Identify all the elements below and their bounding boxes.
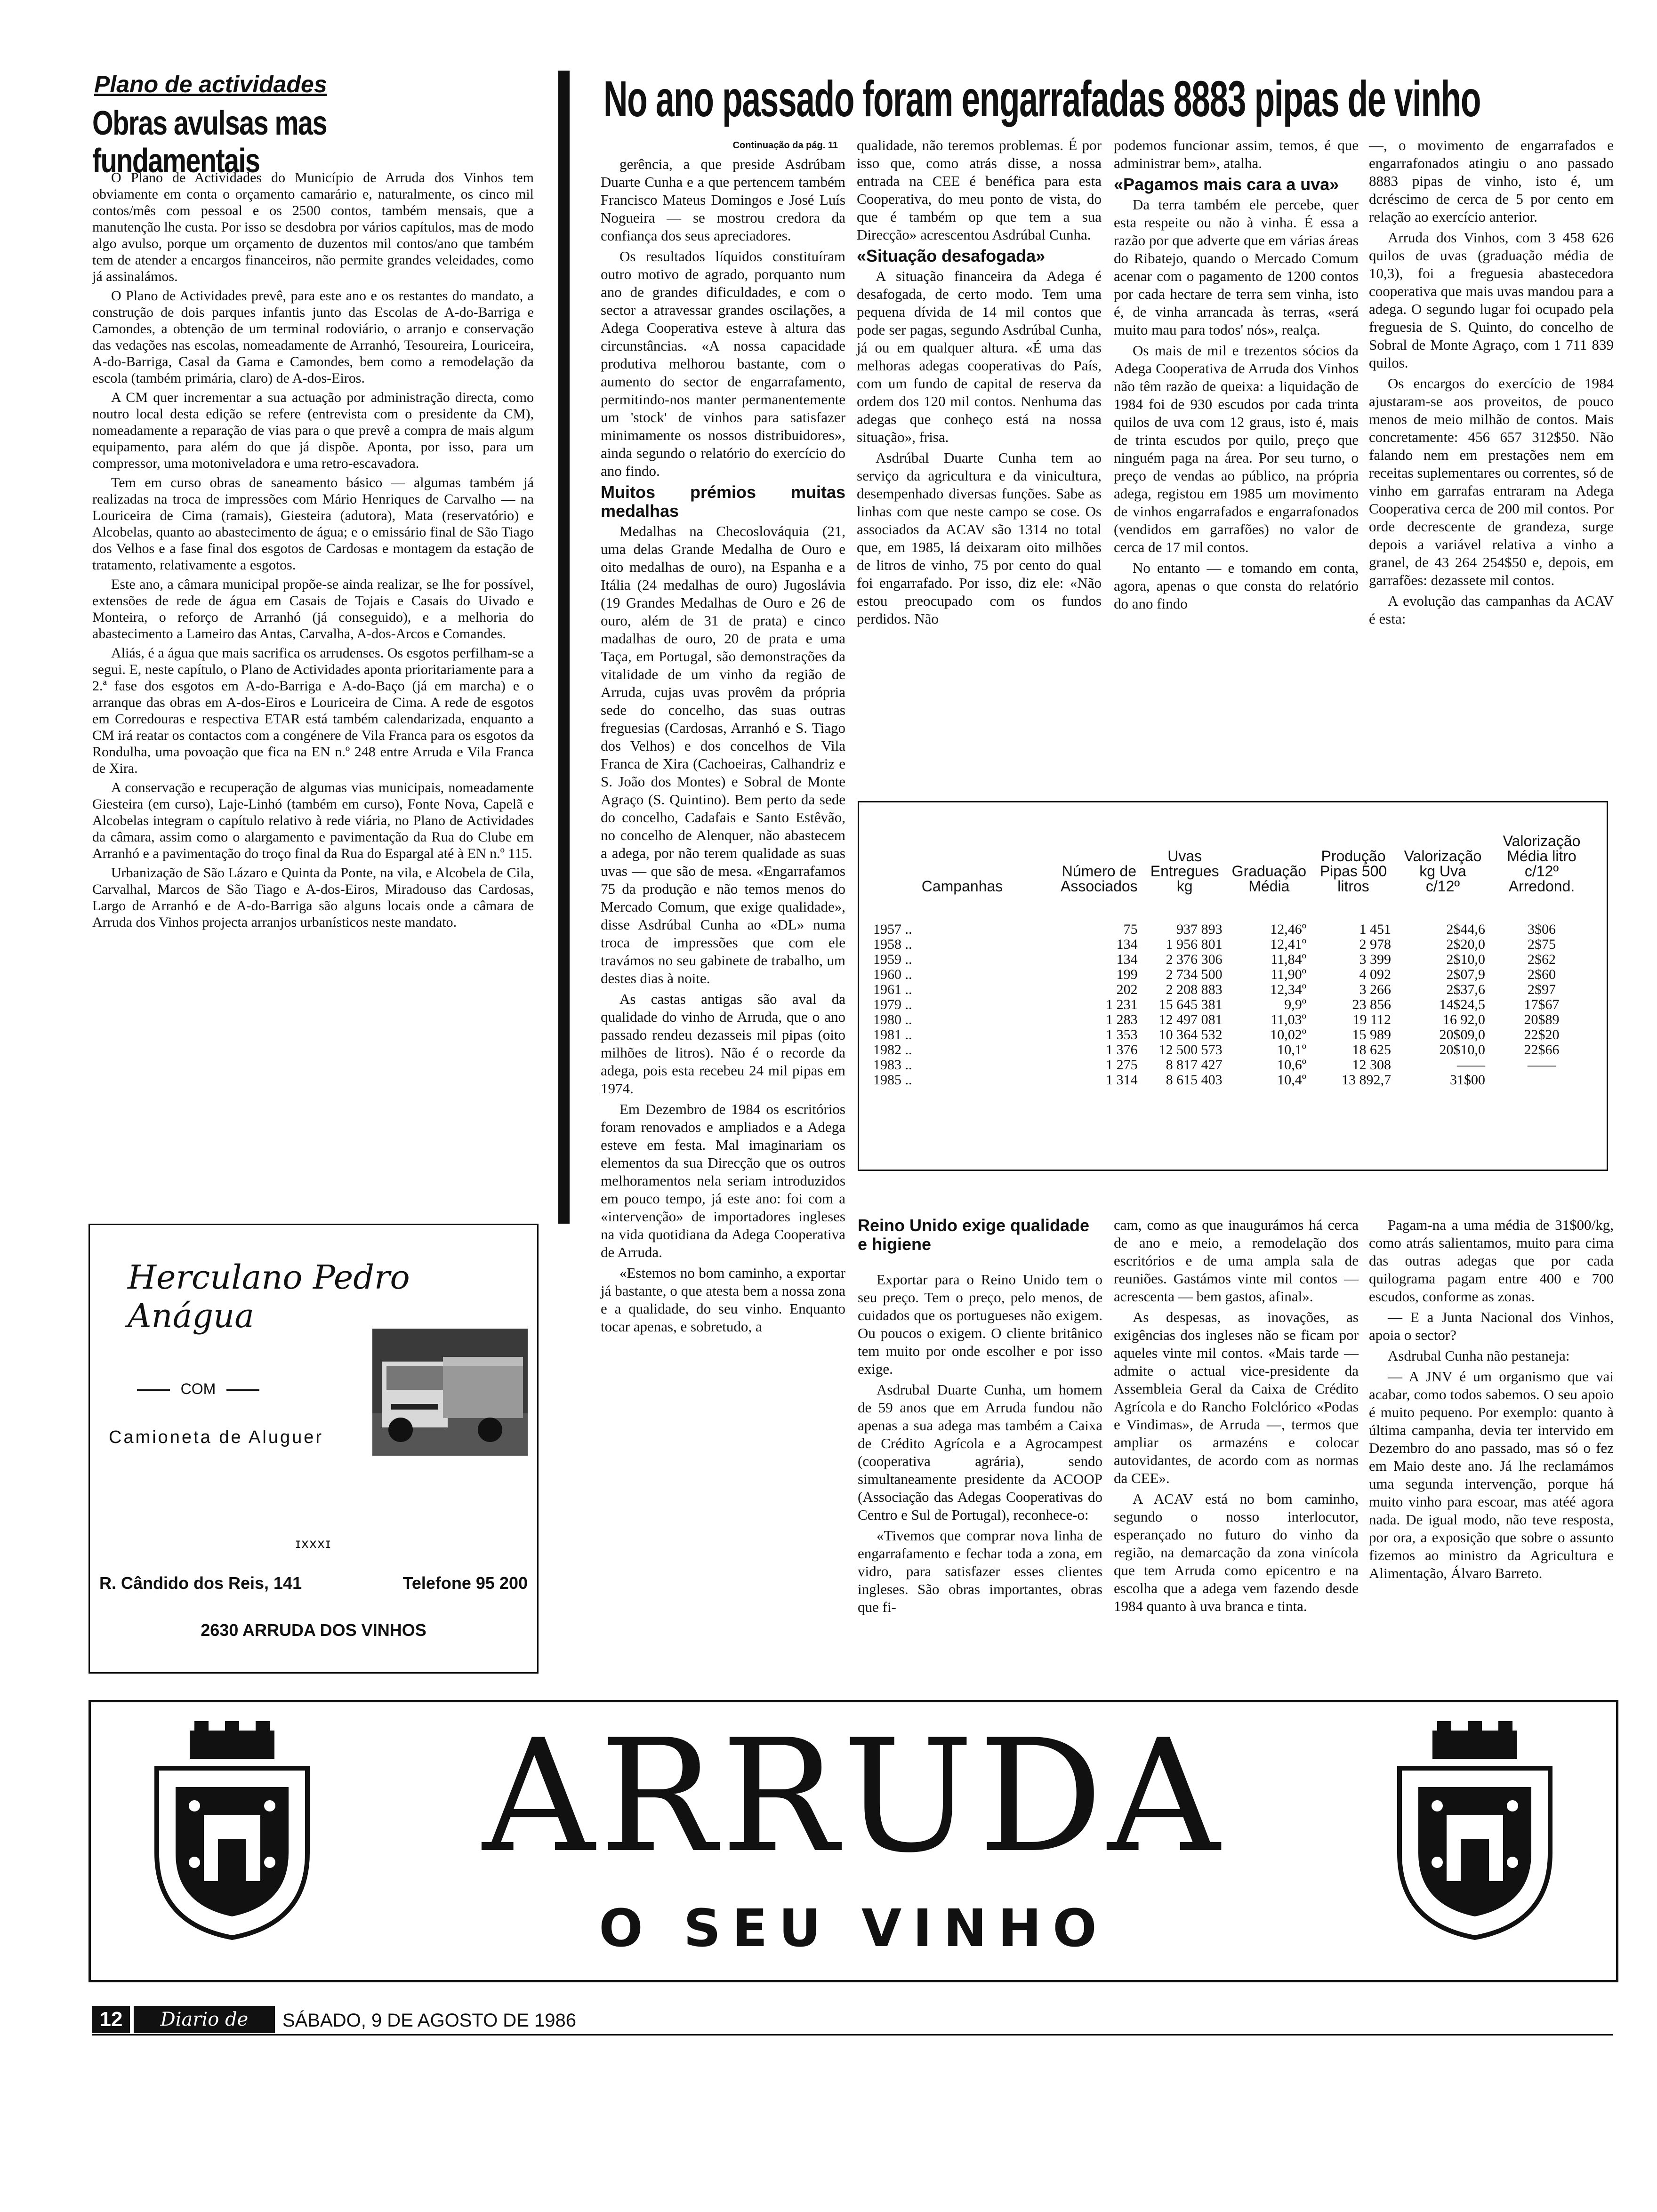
table-cell: 12 497 081: [1158, 1012, 1223, 1027]
table-cell: 2 208 883: [1166, 982, 1223, 997]
table-cell: 10 364 532: [1158, 1027, 1223, 1042]
banner-subtitle: O SEU VINHO: [599, 1898, 1108, 1958]
paragraph: O Plano de Actividades prevê, para este ano e os restantes do mandato, a construção de dois parques infantis junto das Escolas de A-do-Barriga e Camondes, a obtenção de um terminal rodoviário, o arranjo e conservação das vedações nas escolas, nomeadamente de Arranhó, Tesoureira, Louriceira, A-do-Barriga, Casal da Gama e Camondes, bem como a remodelação da escola (também primária, claro) de A-dos-Eiros.: [92, 288, 534, 386]
table-cell: 1960 ..: [873, 967, 912, 982]
table-header: Valorização kg Uva c/12º: [1404, 848, 1482, 895]
table-cell: 2$20,0: [1446, 937, 1485, 952]
lower-col-3: [1369, 1216, 1614, 1585]
table-cell: 2 734 500: [1166, 967, 1223, 982]
paragraph: As castas antigas são aval da qualidade do vinho de Arruda, que o ano passado rendeu dezasseis mil pipas (oito milhões de litros). Não é o recorde da adega, pois esta recebeu 24 mil pipas em 1974.: [601, 991, 845, 1097]
paragraph: A evolução das campanhas da ACAV é esta:: [1369, 593, 1614, 627]
table-row: [869, 922, 1593, 937]
table-cell: [1490, 1073, 1593, 1088]
paragraph: Aliás, é a água que mais sacrifica os arrudenses. Os esgotos perfilham-se a segui. E, neste capítulo, o Plano de Actividades aponta prioritariamente para a 2.ª fase dos esgotos em A-do-Barriga e A-do-Baço (já em marcha) e o arranque das obras em A-dos-Eiros e Louriceira de Cima. A rede de esgotos em Corredouras e respectiva ETAR está também calendarizada, enquanto a CM irá reatar os contactos com a congénere de Vila Franca para os esgotos da Rondulha, uma povoação que fica na EN n.º 248 entre Arruda e Vila Franca de Xira.: [92, 645, 534, 776]
paragraph: podemos funcionar assim, temos, é que administrar bem», atalha.: [1114, 137, 1359, 171]
banner-title: ARRUDA: [482, 1706, 1225, 1887]
footer-paper-name: Diario de Lisboa: [134, 2006, 275, 2033]
paragraph: As despesas, as inovações, as exigências dos ingleses não se ficam por aqueles vinte mil contos. «Mais tarde — admite o actual vice-presidente da Assembleia Geral da Caixa de Crédito Agrícola e do Rancho Folclórico «Podas e Vindimas», de Arruda —, termos que ampliar os armazéns e colocar autovidantes, de acordo com as normas da CEE».: [1114, 1309, 1359, 1486]
table-cell: 3 266: [1359, 982, 1391, 997]
table-cell: 2$60: [1528, 967, 1556, 982]
paragraph: — E a Junta Nacional dos Vinhos, apoia o sector?: [1369, 1309, 1614, 1343]
coat-of-arms-icon: [1390, 1721, 1560, 1942]
paragraph: —, o movimento de engarrafados e engarrafonados atingiu o ano passado 8883 pipas de vinho, isto é, um dcréscimo de cerca de 5 por cento em relação ao exercício anterior.: [1369, 137, 1614, 225]
table-cell: ——: [1457, 1057, 1485, 1073]
table-cell: 11,03º: [1271, 1012, 1306, 1027]
table-cell: 10,6º: [1277, 1057, 1306, 1073]
paragraph: Exportar para o Reino Unido tem o seu preço. Tem o preço, pelo menos, de cuidados que os portugueses não exigem. Ou poucos o exigem. O cliente britânico tem muito por onde escolher e por isso exige.: [858, 1271, 1102, 1377]
plano-title: Obras avulsas mas fundamentais: [92, 104, 327, 180]
table-cell: 31$00: [1450, 1072, 1485, 1088]
paragraph: Em Dezembro de 1984 os escritórios foram renovados e ampliados e a Adega esteve em festa. Mal imaginariam os elementos da sua Direcção que os outros melhoramentos nela seriam introduzidos em pouco tempo, já este ano: foi com a «intervenção» de importadores ingleses na vida quotidiana da Adega Cooperativa de Arruda.: [601, 1101, 845, 1260]
ad-signature: Herculano Pedro Anágua: [128, 1258, 410, 1335]
paragraph: cam, como as que inaugurámos há cerca de ano e meio, a remodelação dos escritórios e de uma ampla sala de reuniões. Gastámos vinte mil contos — acrescenta — bem gastos, afinal».: [1114, 1217, 1359, 1305]
table-cell: 12,41º: [1270, 937, 1306, 952]
table-cell: 3$06: [1528, 922, 1556, 937]
table-cell: 1980 ..: [873, 1012, 912, 1027]
table-cell: 1 353: [1106, 1027, 1138, 1042]
table-cell: 1 283: [1106, 1012, 1138, 1027]
table-row: [869, 937, 1593, 952]
table-cell: 937 893: [1176, 922, 1223, 937]
paragraph: Os mais de mil e trezentos sócios da Adega Cooperativa de Arruda dos Vinhos não têm razão de queixa: a liquidação de 1984 foi de 930 escudos por cada trinta quilos de uva com 12 graus, isto é, mais de trinta escudos por quilo, preço que ninguém paga na área. Por seu turno, o preço de vendas ao público, na própria adega, registou em 1985 um movimento de vinhos engarrafados e engarrafonados (vendidos em garrafões) no valor de cerca de 17 mil contos.: [1114, 342, 1359, 555]
paragraph: Medalhas na Checoslováquia (21, uma delas Grande Medalha de Ouro e oito medalhas de ouro), na Espanha e a Itália (24 medalhas de ouro) Jugoslávia (19 Grandes Medalhas de Ouro e 26 de ouro, além de 31 de prata) e cinco madalhas de ouro, 20 de prata e uma Taça, em Portugal, são demonstrações da vitalidade de um vinho da região de Arruda, cujas uvas provêm da própria sede do concelho, das suas outras freguesias (Cardosas, Arranhó e S. Tiago dos Velhos) e dos concelhos de Vila Franca de Xira (Cachoeiras, Calhandriz e S. João dos Montes) e Sobral de Monte Agraço (S. Quintino). Bem perto da sede do concelho, Cadafais e Santo Estêvão, no concelho de Alenquer, não abastecem a adega, por não terem qualidade as suas uvas — que são de mesa. «Engarrafamos 75 da produção e não temos menos do Mercado Comum, que exige qualidade», disse Asdrúbal Cunha ao «DL» numa troca de impressões que com ele travámos no seu gabinete de trabalho, um destes dias à noite.: [601, 523, 845, 986]
table-cell: 2 978: [1359, 937, 1391, 952]
table-cell: 1 376: [1106, 1042, 1138, 1058]
table-cell: 134: [1116, 937, 1138, 952]
table-header: Valorização Média litro c/12º Arredond.: [1503, 833, 1581, 895]
table-cell: 1 314: [1106, 1072, 1138, 1088]
paragraph: Asdrubal Duarte Cunha, um homem de 59 anos que em Arruda fundou não apenas a sua adega mas também a Caixa de Crédito Agrícola e a Agrocampest (cooperativa agrária), sendo simultaneamente presidente da ACOOP (Associação das Adegas Cooperativas do Centro e Sul de Portugal), reconhece-o:: [858, 1381, 1102, 1523]
table-cell: 13 892,7: [1342, 1072, 1391, 1088]
truck-icon: [372, 1329, 528, 1456]
table-header-row: [869, 834, 1593, 894]
table-cell: 4 092: [1359, 967, 1391, 982]
table-header: Graduação Média: [1231, 863, 1306, 895]
ad-service: Camioneta de Aluguer: [109, 1427, 324, 1447]
main-headline: No ano passado foram engarrafadas 8883 pipas de vinho: [603, 70, 1481, 127]
table-cell: 12 500 573: [1158, 1042, 1223, 1058]
table-cell: 8 615 403: [1166, 1072, 1223, 1088]
paragraph: Pagam-na a uma média de 31$00/kg, como atrás salientamos, muito para cima das outras adegas que por cada quilograma pagam entre 400 e 700 escudos, conforme as zonas.: [1369, 1217, 1614, 1305]
continuation-note: Continuação da pág. 11: [732, 140, 838, 151]
table-cell: 1983 ..: [873, 1057, 912, 1073]
table-cell: 1 231: [1106, 997, 1138, 1012]
table-cell: 10,4º: [1277, 1072, 1306, 1088]
table-row: [869, 1058, 1593, 1073]
main-col-2: [857, 136, 1102, 631]
table-cell: 18 625: [1352, 1042, 1391, 1058]
table-row: [869, 967, 1593, 982]
paragraph: A CM quer incrementar a sua actuação por administração directa, como noutro local desta edição se refere (entrevista com o presidente da CM), nomeadamente a reparação de vias para o que prevê a compra de mais algum equipamento, para além do que já dispõe. Aponta, por isso, para um compressor, uma motoniveladora e uma retro-escavadora.: [92, 390, 534, 471]
table-cell: 20$10,0: [1439, 1042, 1485, 1058]
table-row: [869, 1042, 1593, 1058]
table-row: [869, 1012, 1593, 1027]
paragraph: Arruda dos Vinhos, com 3 458 626 quilos de uvas (graduação média de 10,3), foi a freguesia abastecedora cooperativa que mais uvas mandou para a adega. O segundo lugar foi ocupado pela freguesia de S. Quinto, do concelho de Sobral de Monte Agraço, com 1 711 839 quilos.: [1369, 229, 1614, 371]
table-cell: 1 451: [1359, 922, 1391, 937]
paragraph: A ACAV está no bom caminho, segundo o nosso interlocutor, esperançado no futuro do vinho da região, na demarcação da zona vinícola que tem Arruda como epicentro e na escolha que a adega vem fazendo desde 1984 quanto à uva branca e tinta.: [1114, 1491, 1359, 1614]
table-cell: 1985 ..: [873, 1072, 912, 1088]
paragraph: — A JNV é um organismo que vai acabar, como todos sabemos. O seu apoio é muito pequeno. Por exemplo: quanto à última campanha, devia ter intervido em Dezembro do ano passado, mas só o fez em Maio deste ano. Já lhe reclamámos uma segunda intervenção, porque há muito vinho para escoar, mas atéé agora nada. De igual modo, não teve resposta, por ora, a exposição que sobre o assunto fizemos ao ministro da Agricultura e Alimentação, Álvaro Barreto.: [1369, 1368, 1614, 1581]
coat-of-arms-icon: [147, 1721, 317, 1942]
footer-date: SÁBADO, 9 DE AGOSTO DE 1986: [282, 2010, 576, 2031]
main-col-4: [1369, 136, 1614, 631]
table-cell: 134: [1116, 952, 1138, 967]
table-row: [869, 997, 1593, 1012]
paragraph: O Plano de Actividades do Município de Arruda dos Vinhos tem obviamente em conta o orçamento camarário e, naturalmente, os cinco mil contos/mês com pessoal e os 2500 contos, também mensais, que a manutenção lhe custa. Por isso se desdobra por vários capítulos, mas de modo algo avulso, porque um orçamento de duzentos mil contos/ano que também tem de atender a encargos financeiros, não permite grandes veleidades, como já assinalámos.: [92, 170, 534, 284]
paragraph: Urbanização de São Lázaro e Quinta da Ponte, na vila, e Alcobela de Cila, Carvalhal, Marcos de São Tiago e A-dos-Eiros, Miradouso das Cardosas, Largo de Arranhó e de A-do-Barriga são alguns locais onde a câmara de Arruda dos Vinhos projecta arranjos urbanísticos neste mandato.: [92, 865, 534, 930]
ad-address: R. Cândido dos Reis, 141: [99, 1573, 302, 1593]
table-cell: 23 856: [1352, 997, 1391, 1012]
table-cell: 2$07,9: [1446, 967, 1485, 982]
paragraph: Este ano, a câmara municipal propõe-se ainda realizar, se lhe for possível, extensões de rede de água em Casais de Tojais e Casais do Uivado e Monteira, o reforço de Arranhó (já conseguido), e a melhoria do abastecimento a Lameiro das Antas, Carvalha, A-dos-Arcos e Comandes.: [92, 577, 534, 641]
table-cell: 202: [1116, 982, 1138, 997]
footer-rule: [92, 2034, 1613, 2036]
plano-article-body: [92, 169, 534, 933]
table-cell: 8 817 427: [1166, 1057, 1223, 1073]
table-cell: 2$62: [1528, 952, 1556, 967]
ad-city: 2630 ARRUDA DOS VINHOS: [201, 1620, 426, 1640]
table-cell: 14$24,5: [1439, 997, 1485, 1012]
main-col-3: [1114, 136, 1359, 616]
table-cell: 1979 ..: [873, 997, 912, 1012]
arruda-banner: [88, 1700, 1618, 1982]
paragraph: A conservação e recuperação de algumas vias municipais, nomeadamente Giesteira (em curso), Laje-Linhó (também em curso), Fonte Nova, Capelã e Alcobelas integram o capítulo relativo à rede viária, no Plano de Actividades da câmara, assim como o alargamento e pavimentação da Rua do Clube em Arranhó e a pavimentação do troço final da Rua do Espargal até à EN n.º 115.: [92, 780, 534, 861]
paragraph: Da terra também ele percebe, quer esta respeite ou não à vinha. É essa a razão por que adverte que em várias áreas do Ribatejo, quando o Mercado Comum acenar com o pagamento de 1200 contos por cada hectare de terra sem vinha, isto é, de vinha arrancada às terras, «será muito mau para todos' nós», realça.: [1114, 196, 1359, 338]
headline-bar: [558, 71, 570, 1224]
table-cell: 17$67: [1524, 997, 1560, 1012]
table-cell: 199: [1116, 967, 1138, 982]
paragraph: Asdrubal Cunha não pestaneja:: [1388, 1347, 1570, 1364]
paragraph: «Estemos no bom caminho, a exportar já bastante, o que atesta bem a nossa zona e a qualidade, do seu vinho. Enquanto tocar apenas, e sobretudo, a: [601, 1265, 845, 1335]
table-cell: 2 376 306: [1166, 952, 1223, 967]
paragraph: A situação financeira da Adega é desafogada, de certo modo. Tem uma pequena dívida de 14 mil contos que pode ser pagas, segundo Asdrúbal Cunha, já ou em qualquer altura. «É uma das melhoras adegas cooperativas do País, com um fundo de capital de reserva da ordem dos 120 mil contos. Nenhuma das adegas que conheço está na nossa situação», frisa.: [857, 268, 1102, 445]
table-cell: 2$97: [1528, 982, 1556, 997]
table-cell: 2$75: [1528, 937, 1556, 952]
lower-col-1: [858, 1271, 1102, 1619]
lower-col-2: [1114, 1216, 1359, 1618]
paragraph: gerência, a que preside Asdrúbam Duarte Cunha e a que pertencem também Francisco Mateus Domingos e José Luís Nogueira — se mostrou credora da confiança dos seus apreciadores.: [601, 156, 845, 244]
table-cell: 2$44,6: [1446, 922, 1485, 937]
table-cell: 20$09,0: [1439, 1027, 1485, 1042]
table-cell: 12,34º: [1270, 982, 1306, 997]
table-row: [869, 1073, 1593, 1088]
table-cell: 15 645 381: [1158, 997, 1223, 1012]
table-cell: 1961 ..: [873, 982, 912, 997]
paragraph: Asdrúbal Duarte Cunha tem ao serviço da agricultura e da vinicultura, desempenhado diversas funções. Sabe as linhas com que neste campo se cose. Os associados da ACAV são 1314 no total que, em 1985, lá deixaram oito milhões de litros de vinho, 75 por cento do qual foi engarrafado. Por isso, diz ele: «Não estou preocupado com os fundos perdidos. Não: [857, 449, 1102, 627]
table-cell: ——: [1528, 1057, 1556, 1073]
table-cell: 1 275: [1106, 1057, 1138, 1073]
table-cell: 10,02º: [1270, 1027, 1306, 1042]
table-cell: 16 92,0: [1443, 1012, 1485, 1027]
table-header: Uvas Entregues kg: [1150, 848, 1219, 895]
ad-com: COM: [123, 1380, 273, 1398]
table-row: [869, 982, 1593, 997]
subheading: «Situação desafogada»: [857, 246, 1046, 265]
main-col-1: [601, 155, 845, 1338]
table-cell: 12 308: [1352, 1057, 1391, 1073]
table-cell: 12,46º: [1270, 922, 1306, 937]
table-cell: 11,84º: [1271, 952, 1306, 967]
table-cell: 1957 ..: [873, 922, 912, 937]
subheading: Muitos prémios muitas medalhas: [601, 482, 845, 521]
table-cell: 3 399: [1359, 952, 1391, 967]
table-cell: 1959 ..: [873, 952, 912, 967]
paragraph: «Tivemos que comprar nova linha de engarrafamento e fechar toda a zona, em vidro, para satisfazer esses clientes ingleses. São obras importantes, obras que fi-: [858, 1527, 1102, 1615]
paragraph: No entanto — e tomando em conta, agora, apenas o que consta do relatório do ano findo: [1114, 560, 1359, 612]
table-header: Produção Pipas 500 litros: [1319, 848, 1387, 895]
ad-phone: Telefone 95 200: [402, 1573, 528, 1593]
reino-unido-heading: Reino Unido exige qualidade e higiene: [858, 1216, 1090, 1254]
ad-mark: ɪxxxɪ: [295, 1536, 332, 1551]
table-cell: 2$37,6: [1446, 982, 1485, 997]
table-cell: 20$89: [1524, 1012, 1560, 1027]
table-cell: 9,9º: [1284, 997, 1306, 1012]
table-row: [869, 952, 1593, 967]
paragraph: Tem em curso obras de saneamento básico — algumas também já realizadas na troca de impressões com Mário Henriques de Carvalho — na Louriceira de Cima (ramais), Giesteira (adutora), Mata (reservatório) e Alcobelas, quanto ao abastecimento de água; e o emissário final de São Tiago dos Velhos e a fase final dos esgotos de Cardosas e montagem da estação de tratamento, relativamente a esgotos.: [92, 475, 534, 573]
campaigns-table-frame: [858, 801, 1608, 1171]
table-cell: 75: [1123, 922, 1138, 937]
plano-kicker: Plano de actividades: [94, 71, 327, 97]
table-header: Campanhas: [921, 878, 1003, 895]
table-cell: 1981 ..: [873, 1027, 912, 1042]
table-cell: 19 112: [1352, 1012, 1391, 1027]
table-cell: 11,90º: [1271, 967, 1306, 982]
subheading: «Pagamos mais cara a uva»: [1114, 175, 1339, 194]
table-cell: 22$66: [1524, 1042, 1560, 1058]
table-cell: 1 956 801: [1166, 937, 1223, 952]
table-header: Número de Associados: [1061, 863, 1138, 895]
footer-page-number: 12: [92, 2006, 130, 2033]
table-row: [869, 1027, 1593, 1042]
paragraph: qualidade, não teremos problemas. É por isso que, como atrás disse, a nossa entrada na CEE é benéfica para esta Cooperativa, do meu ponto de vista, do que é também op que tem a sua Direcção» acrescentou Asdrúbal Cunha.: [857, 137, 1102, 243]
campaigns-table: [869, 834, 1593, 1088]
table-cell: 22$20: [1524, 1027, 1560, 1042]
paragraph: Os encargos do exercício de 1984 ajustaram-se aos proveitos, de pouco menos de meio milhão de contos. Mais concretamente: 456 657 312$50. Não falando nem em prestações nem em receitas suplementares ou correntes, só de vinho em garrafas entraram na Adega Cooperativa cerca de 200 mil contos. Por orde decrescente de grandeza, surge depois a variável relativa a vinho a granel, de 43 264 254$50 e, depois, em garrafões: dezassete mil contos.: [1369, 375, 1614, 588]
table-cell: 1958 ..: [873, 937, 912, 952]
table-cell: 15 989: [1352, 1027, 1391, 1042]
truck-photo: [372, 1329, 528, 1456]
paragraph: Os resultados líquidos constituíram outro motivo de agrado, porquanto num ano de grandes dificuldades, e com o sector a atravessar grandes oscilações, a Adega Cooperativa esteve à altura das circunstâncias. «A nossa capacidade produtiva melhorou bastante, com o aumento do sector de engarrafamento, permitindo-nos manter permanentemente um 'stock' de vinhos para satisfazer minimamente os nossos distribuidores», ainda segundo o relatório do exercício do ano findo.: [601, 248, 845, 479]
table-cell: 2$10,0: [1446, 952, 1485, 967]
table-cell: 1982 ..: [873, 1042, 912, 1058]
table-cell: 10,1º: [1277, 1042, 1306, 1058]
ad-herculano: [88, 1224, 539, 1674]
